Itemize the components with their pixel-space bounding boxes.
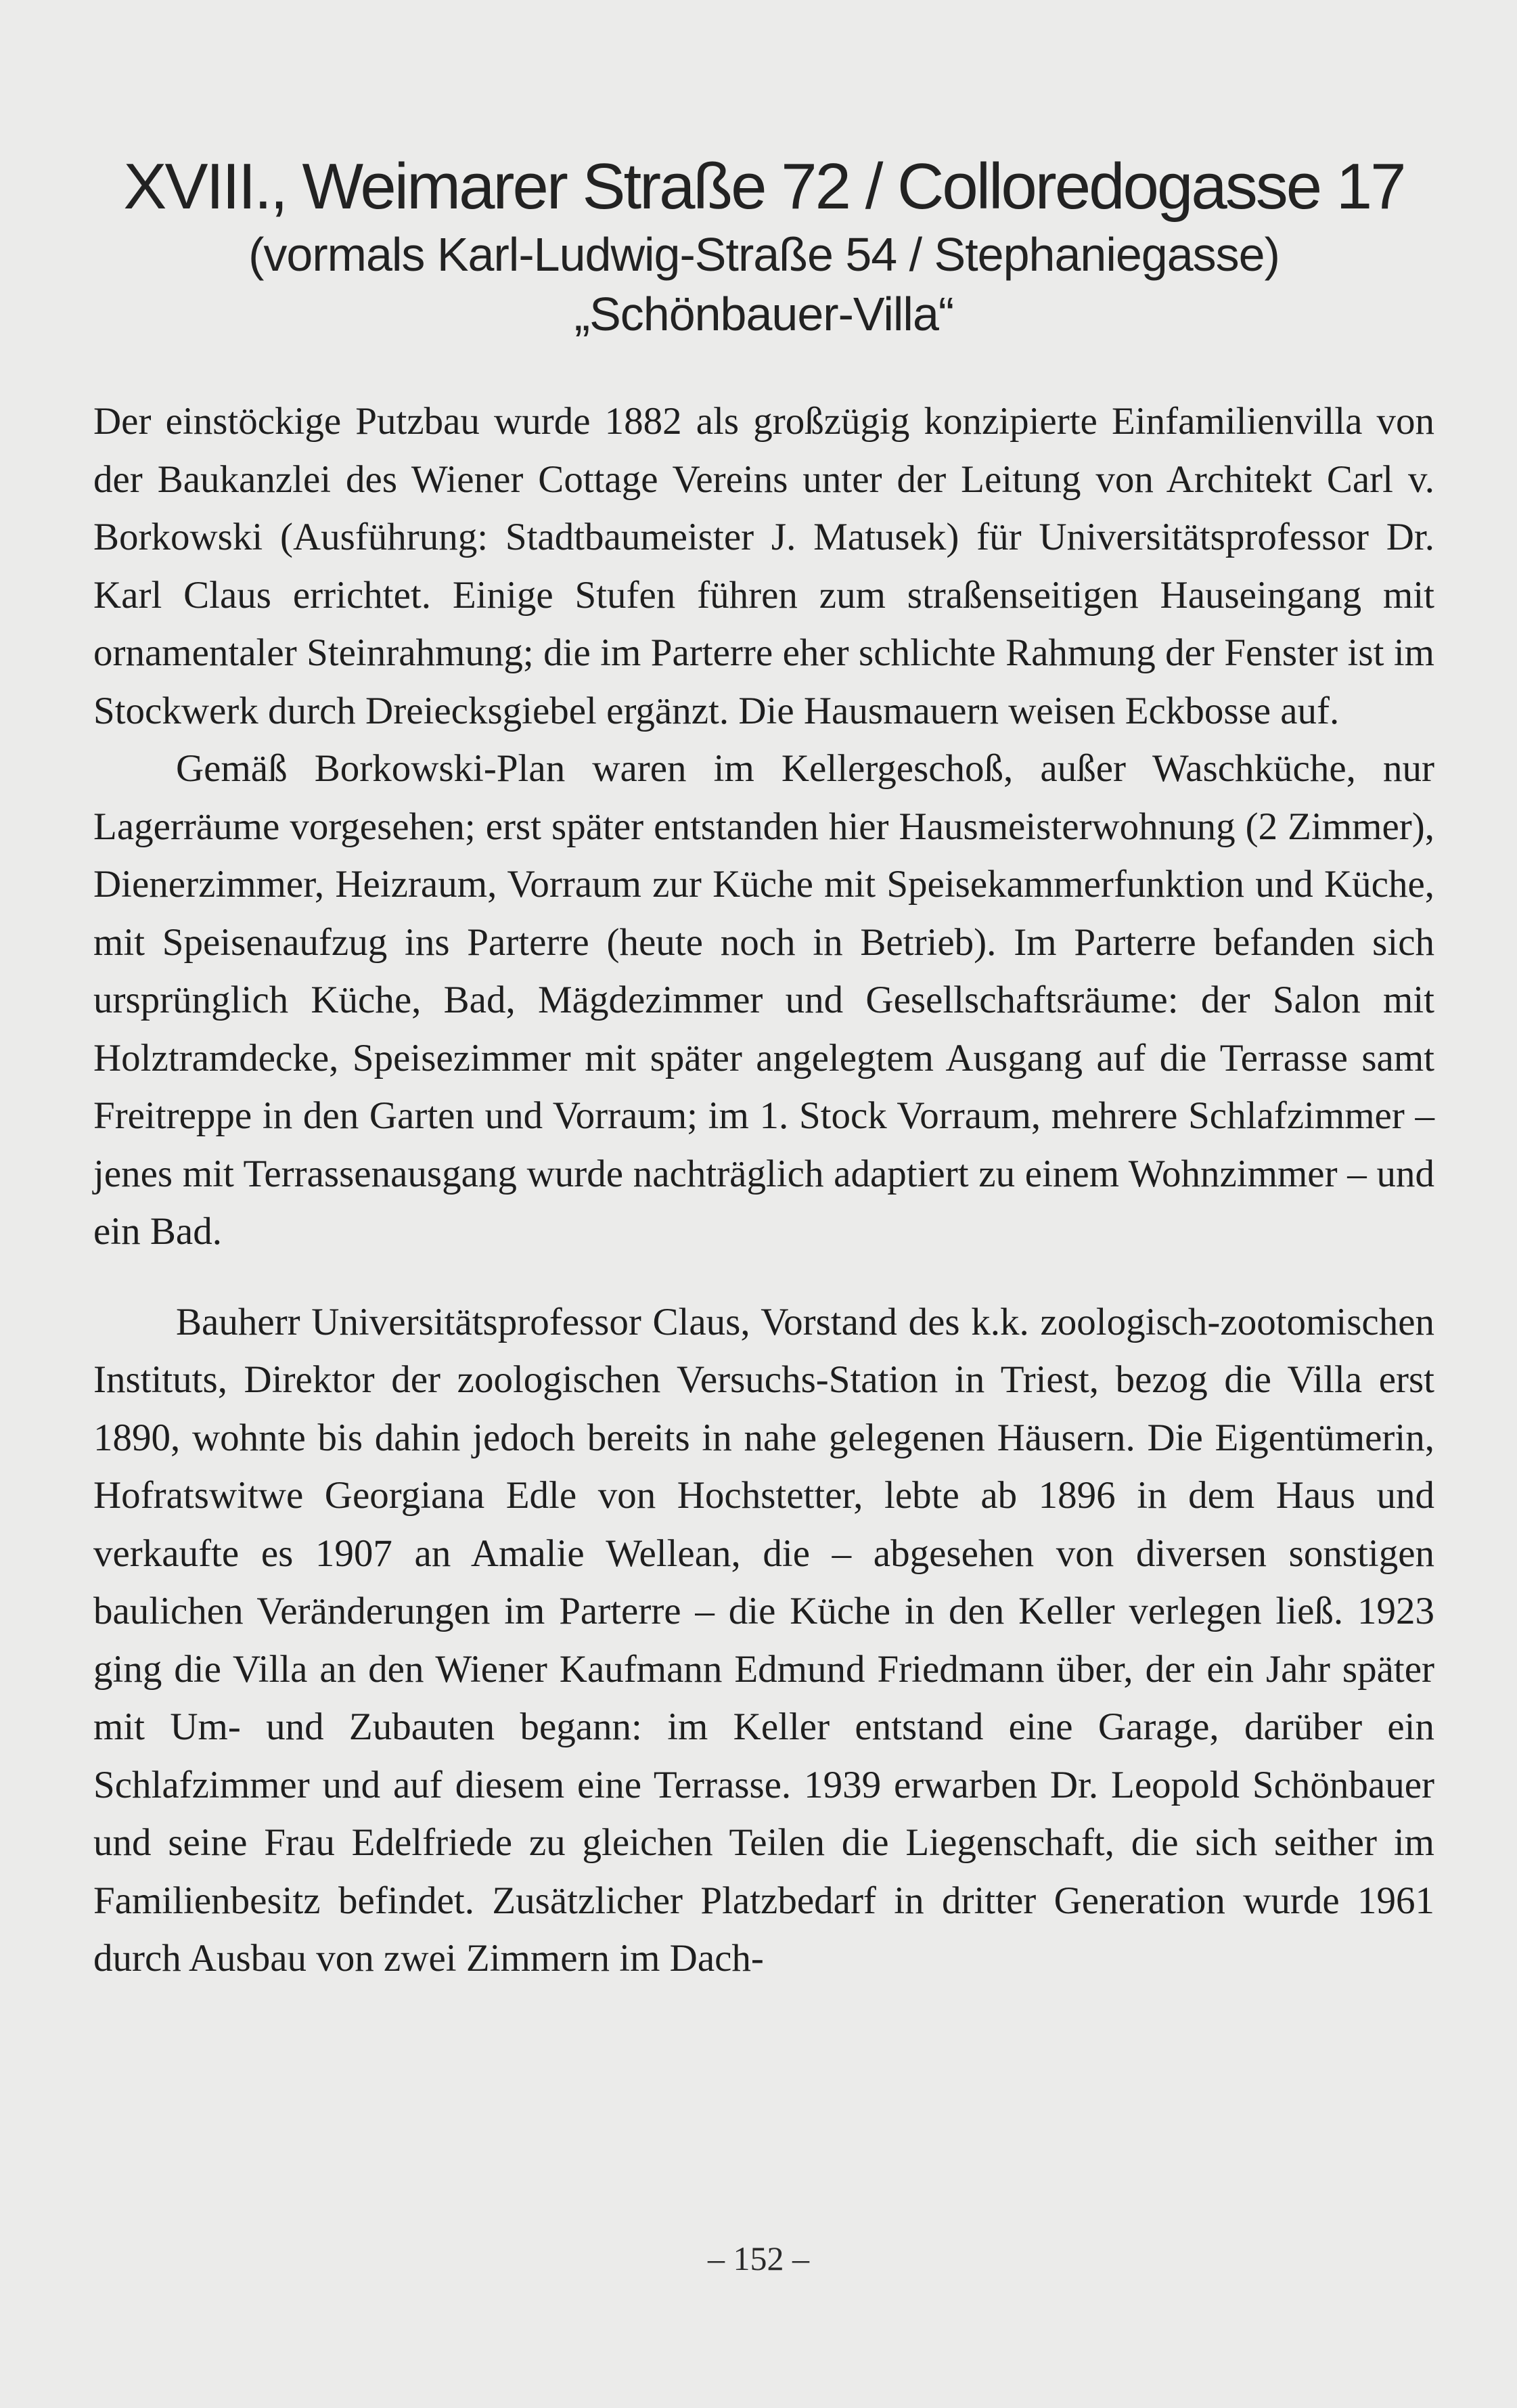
- paragraph-2: Gemäß Borkowski-Plan waren im Kellergeschoß, außer Waschküche, nur Lagerräume vorgesehen; erst später entstanden hier Hausmeisterwohnung (2 Zimmer), Dienerzimmer, Heizraum, Vorraum zur Küche mit Speisekammerfunktion und Küche, mit Speisenaufzug ins Parterre (heute noch in Betrieb). Im Parterre befanden sich ursprünglich Küche, Bad, Mägdezimmer und Gesellschaftsräume: der Salon mit Holztramdecke, Speisezimmer mit später angelegtem Ausgang auf die Terrasse samt Freitreppe in den Garten und Vorraum; im 1. Stock Vorraum, mehrere Schlafzimmer – jenes mit Terrassenausgang wurde nachträglich adaptiert zu einem Wohnzimmer – und ein Bad.: [93, 747, 1434, 1253]
- paragraph-3: Bauherr Universitätsprofessor Claus, Vorstand des k.k. zoologisch-zootomischen Instituts, Direktor der zoologischen Versuchs-Station in Triest, bezog die Villa erst 1890, wohnte bis dahin jedoch bereits in nahe gelegenen Häusern. Die Eigentümerin, Hofratswitwe Georgiana Edle von Hochstetter, lebte ab 1896 in dem Haus und verkaufte es 1907 an Amalie Wellean, die – abgesehen von diversen sonstigen baulichen Veränderungen im Parterre – die Küche in den Keller verlegen ließ. 1923 ging die Villa an den Wiener Kaufmann Edmund Friedmann über, der ein Jahr später mit Um- und Zubauten begann: im Keller entstand eine Garage, darüber ein Schlafzimmer und auf diesem eine Terrasse. 1939 erwarben Dr. Leopold Schönbauer und seine Frau Edelfriede zu gleichen Teilen die Liegenschaft, die sich seither im Familienbesitz befindet. Zusätzlicher Platzbedarf in dritter Generation wurde 1961 durch Ausbau von zwei Zimmern im Dach-: [93, 1300, 1434, 1980]
- body-text: [93, 393, 1434, 1988]
- paragraph-1: Der einstöckige Putzbau wurde 1882 als großzügig konzipierte Einfamilienvilla von der Baukanzlei des Wiener Cottage Vereins unter der Leitung von Architekt Carl v. Borkowski (Ausführung: Stadtbaumeister J. Matusek) für Universitätsprofessor Dr. Karl Claus errichtet. Einige Stufen führen zum straßenseitigen Hauseingang mit ornamentaler Steinrahmung; die im Parterre eher schlichte Rahmung der Fenster ist im Stockwerk durch Dreiecksgiebel ergänzt. Die Hausmauern weisen Eckbosse auf.: [93, 400, 1434, 732]
- paragraph-gap: [93, 1261, 1434, 1293]
- heading-former-address: (vormals Karl-Ludwig-Straße 54 / Stephaniegasse): [248, 228, 1280, 281]
- page-number: – 152 –: [708, 2239, 809, 2277]
- heading-address: XVIII., Weimarer Straße 72 / Colloredogasse 17: [123, 150, 1405, 223]
- document-page: [93, 149, 1434, 2369]
- chapter-heading: [93, 149, 1434, 344]
- heading-villa-name: „Schönbauer-Villa“: [574, 288, 954, 340]
